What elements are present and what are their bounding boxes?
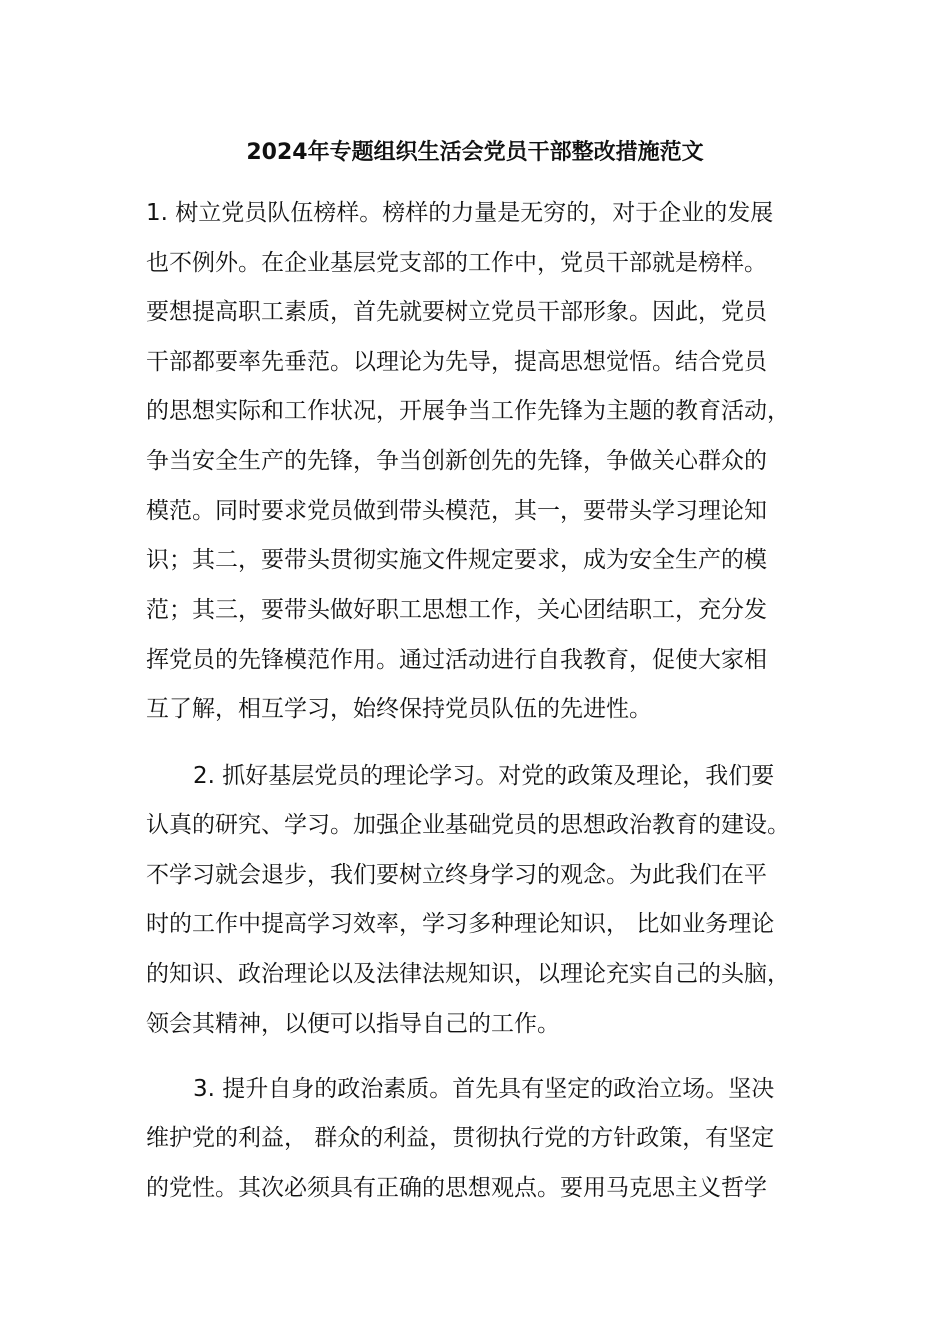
paragraph-line: 要想提高职工素质，首先就要树立党员干部形象。因此，党员 xyxy=(146,299,767,325)
paragraph-line: 挥党员的先锋模范作用。通过活动进行自我教育，促使大家相 xyxy=(146,647,767,673)
paragraph-line: 干部都要率先垂范。以理论为先导，提高思想觉悟。结合党员 xyxy=(146,349,767,375)
paragraph-line: 3. 提升自身的政治素质。首先具有坚定的政治立场。坚决 xyxy=(193,1076,775,1102)
paragraph-line: 识；其二，要带头贯彻实施文件规定要求，成为安全生产的模 xyxy=(146,547,767,573)
paragraph-line: 认真的研究、学习。加强企业基础党员的思想政治教育的建设。 xyxy=(146,812,790,838)
paragraph-line: 的知识、政治理论以及法律法规知识，以理论充实自己的头脑， xyxy=(146,961,790,987)
document-title: 2024年专题组织生活会党员干部整改措施范文 xyxy=(246,140,704,165)
paragraph-line: 也不例外。在企业基层党支部的工作中，党员干部就是榜样。 xyxy=(146,250,767,276)
paragraph-line: 2. 抓好基层党员的理论学习。对党的政策及理论，我们要 xyxy=(193,763,775,789)
paragraph-line: 范；其三，要带头做好职工思想工作，关心团结职工，充分发 xyxy=(146,597,767,623)
paragraph-line: 不学习就会退步，我们要树立终身学习的观念。为此我们在平 xyxy=(146,862,767,888)
paragraph-line: 1. 树立党员队伍榜样。榜样的力量是无穷的，对于企业的发展 xyxy=(146,200,774,226)
paragraph-line: 时的工作中提高学习效率，学习多种理论知识， 比如业务理论 xyxy=(146,911,775,937)
paragraph-line: 领会其精神，以便可以指导自己的工作。 xyxy=(146,1011,560,1037)
paragraph-line: 互了解，相互学习，始终保持党员队伍的先进性。 xyxy=(146,696,652,722)
paragraph-line: 争当安全生产的先锋，争当创新创先的先锋，争做关心群众的 xyxy=(146,448,767,474)
paragraph-line: 维护党的利益， 群众的利益，贯彻执行党的方针政策，有坚定 xyxy=(146,1125,775,1151)
paragraph-line: 的思想实际和工作状况，开展争当工作先锋为主题的教育活动， xyxy=(146,398,790,424)
paragraph-line: 的党性。其次必须具有正确的思想观点。要用马克思主义哲学 xyxy=(146,1175,767,1201)
paragraph-line: 模范。同时要求党员做到带头模范，其一，要带头学习理论知 xyxy=(146,498,767,524)
